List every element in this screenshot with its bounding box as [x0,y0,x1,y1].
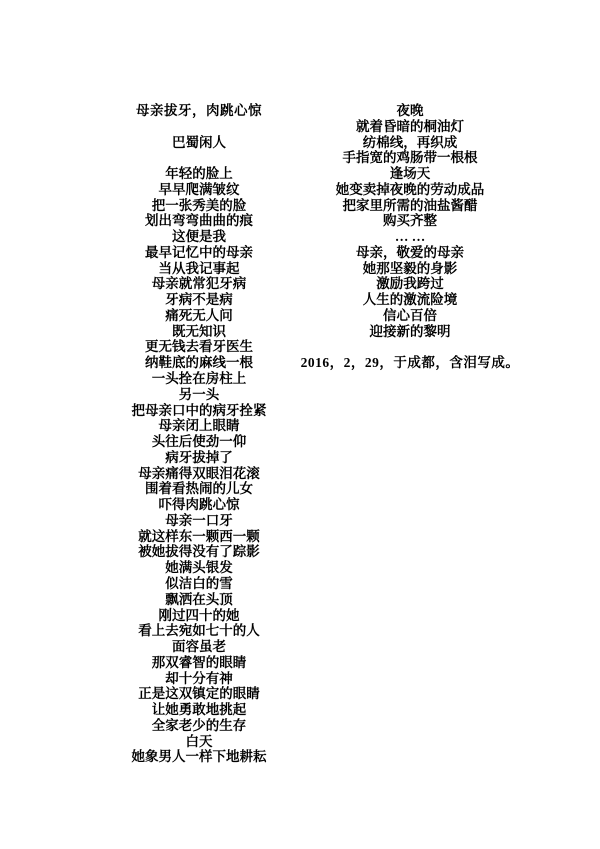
poem-line: 面容虽老 [172,639,226,655]
poem-column-right [260,103,560,371]
poem-line: 激励我跨过 [376,276,444,292]
poem-line: 既无知识 [172,323,226,339]
poem-line: 她那坚毅的身影 [362,260,458,276]
poem-colophon: 2016，2，29，于成都，含泪写成。 [300,355,520,371]
poem-line: 白天 [185,733,213,749]
poem-line: 母亲，敬爱的母亲 [356,244,464,260]
poem-line: 被她拔得没有了踪影 [138,544,260,560]
poem-line: 似洁白的雪 [165,575,233,591]
poem-line: 就这样东一颗西一颗 [138,528,260,544]
poem-line: 这便是我 [172,229,226,245]
poem-line: 全家老少的生存 [151,717,247,733]
poem-line: 把一张秀美的脸 [151,197,247,213]
poem-line: 母亲就常犯牙病 [151,276,247,292]
poem-line: 购买齐整 [383,213,437,229]
poem-line: 母亲一口牙 [165,512,233,528]
poem-line: 逢场天 [389,166,431,182]
poem-line: 飘洒在头顶 [165,591,233,607]
poem-line: 一头拴在房柱上 [151,371,247,387]
poem-line: 围着看热闹的儿女 [145,481,253,497]
poem-line: 那双睿智的眼睛 [151,654,247,670]
poem-line: 划出弯弯曲曲的痕 [145,213,253,229]
poem-line: 就着昏暗的桐油灯 [356,118,464,134]
poem-author: 巴蜀闲人 [172,134,226,150]
poem-line: 母亲闭上眼睛 [158,418,240,434]
poem-line: … … [394,229,426,245]
poem-line: 刚过四十的她 [158,607,240,623]
poem-line: 把家里所需的油盐酱醋 [342,197,478,213]
poem-line: 正是这双镇定的眼睛 [138,686,260,702]
poem-line: 让她勇敢地挑起 [151,702,247,718]
poem-line: 她象男人一样下地耕耘 [131,749,267,765]
poem-line: 人生的激流险境 [362,292,458,308]
poem-line: 年轻的脸上 [165,166,233,182]
poem-line: 母亲痛得双眼泪花滚 [138,465,260,481]
poem-line: 却十分有神 [165,670,233,686]
poem-line: 牙病不是病 [165,292,233,308]
poem-line: 最早记忆中的母亲 [145,244,253,260]
poem-line: 她满头银发 [165,560,233,576]
poem-line: 纳鞋底的麻线一根 [145,355,253,371]
poem-title: 母亲拔牙，肉跳心惊 [136,103,262,118]
poem-line: 夜晚 [396,103,424,118]
poem-line: 她变卖掉夜晚的劳动成品 [335,181,485,197]
poem-line: 早早爬满皱纹 [158,181,240,197]
poem-line: 把母亲口中的病牙拴紧 [131,402,267,418]
poem-line: 头往后使劲一仰 [151,434,247,450]
poem-line: 迎接新的黎明 [369,323,451,339]
poem-line: 手指宽的鸡肠带一根根 [342,150,478,166]
poem-line: 当从我记事起 [158,260,240,276]
poem-body-right [260,103,560,339]
poem-line: 痛死无人问 [165,307,233,323]
poem-line: 吓得肉跳心惊 [158,497,240,513]
poem-line: 病牙拔掉了 [165,449,233,465]
poem-line: 另一头 [178,386,220,402]
poem-line: 纺棉线，再织成 [362,134,458,150]
poem-line: 看上去宛如七十的人 [138,623,260,639]
poem-line: 更无钱去看牙医生 [145,339,253,355]
poem-line: 信心百倍 [383,307,437,323]
blank-line [260,339,560,355]
